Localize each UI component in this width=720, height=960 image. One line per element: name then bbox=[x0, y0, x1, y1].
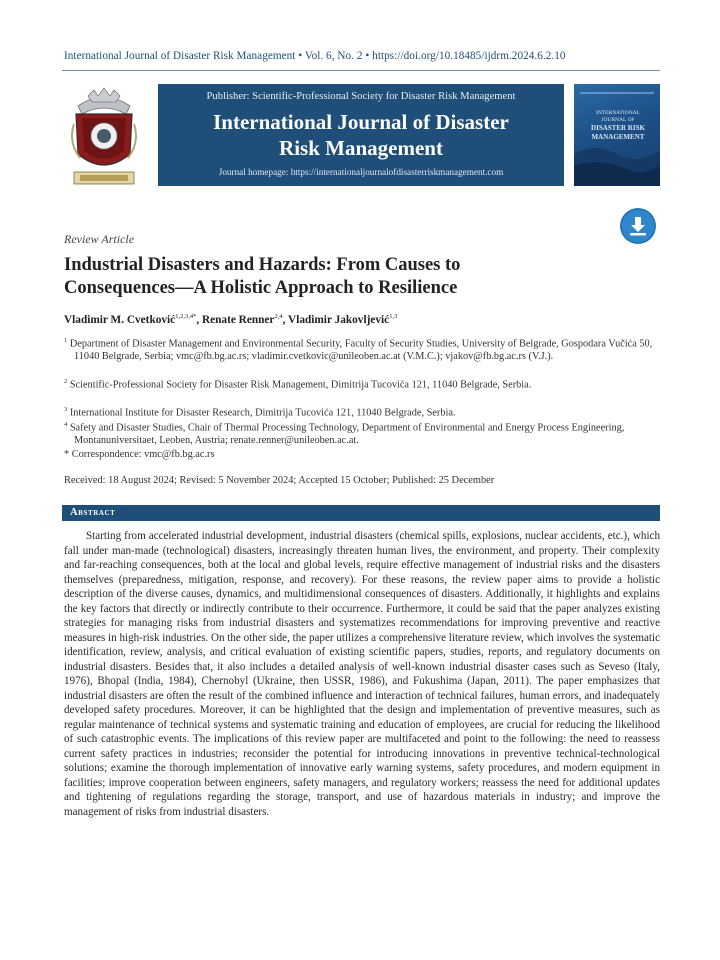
author-affiliation-marker: 1,3 bbox=[389, 313, 398, 320]
abstract-text: Starting from accelerated industrial development, industrial disasters (chemical spills, explosions, nuclear accidents, etc.), which fall under man-made (technological) disasters, increasingly threaten human lives, the environment, and property. Their complexity and far-reaching consequences, both at the local and global levels, require effective management of industrial risks and the disasters themselves (preparedness, mitigation, response, and recovery). For these reasons, the review paper aims to provide a holistic description of the diverse causes, dynamics, and multidimensional consequences of disasters. Additionally, it highlights and explains the key factors that directly or indirectly contribute to their occurrence. Furthermore, it could be said that the paper analyzes existing strategies for managing risks from industrial disasters and systematizes recommendations for improving preventive and reactive measures in high-risk industries. On the other side, the paper utilizes a comprehensive literature review, which involves the systematic identification, review, analysis, and critical evaluation of existing scientific papers, studies, reports, and regulatory documents on industrial disasters. Besides that, it also includes a detailed analysis of well-known industrial disaster cases such as Seveso (Italy, 1976), Bhopal (India, 1984), Chernobyl (Ukraine, then USSR, 1986), and Fukushima (Japan, 2011). The paper emphasizes that industrial disasters are often the result of the combined influence and interaction of technical failures, human errors, and inadequately developed safety procedures. Moreover, it can be highlighted that the design and implementation of preventive measures, such as regular maintenance of technical systems and systematic training and education of employees, are crucial for reducing the likelihood of such catastrophic events. The implications of this review paper are multifaceted and point to the following: the need to reassess current safety practices in industries; reconsider the potential for introducing innovations in preventive technical-technological solutions; examine the thorough implementation of innovative early warning systems, safety procedures, and modern equipment in facilities; improve cooperation between engineers, safety managers, and regulatory workers; reassess the need for additional updates and tightening of regulations regarding the storage, transport, and use of hazardous materials in industry; and improve the management of risks from industrial disasters. bbox=[64, 530, 661, 818]
journal-banner bbox=[158, 84, 564, 186]
correspondence-marker: * bbox=[64, 449, 70, 460]
journal-title-line-1: International Journal of Disaster bbox=[213, 110, 509, 134]
journal-title bbox=[158, 109, 564, 161]
journal-homepage[interactable]: Journal homepage: https://internationaljournalofdisasterriskmanagement.com bbox=[218, 167, 504, 177]
journal-cover-thumbnail bbox=[574, 84, 660, 186]
cover-title-line-1: INTERNATIONAL JOURNAL OF bbox=[596, 110, 640, 123]
journal-title-line-2: Risk Management bbox=[279, 136, 443, 160]
download-icon bbox=[620, 208, 656, 244]
affiliation-marker: 4 bbox=[64, 421, 68, 428]
cover-title bbox=[584, 110, 652, 142]
affiliation-marker: 2 bbox=[64, 378, 68, 385]
author-name: Renate Renner bbox=[201, 313, 275, 326]
paper-title-line-2: Consequences—A Holistic Approach to Resilience bbox=[64, 278, 458, 298]
cover-title-line-3: MANAGEMENT bbox=[591, 133, 645, 141]
article-type-label: Review Article bbox=[64, 232, 135, 246]
publication-dates: Received: 18 August 2024; Revised: 5 November 2024; Accepted 15 October; Published: 25 December bbox=[64, 475, 495, 486]
affiliation-item bbox=[64, 404, 670, 420]
affiliation-item bbox=[64, 419, 670, 447]
society-emblem-icon bbox=[64, 84, 144, 188]
author-list: Vladimir M. Cvetković$^{1,2,3,4*}$, Renate Renner$^{2,4}$, Vladimir Jakovljević$^{1,3}$ bbox=[64, 313, 398, 326]
correspondence-line bbox=[64, 449, 670, 461]
affiliation-item bbox=[64, 376, 670, 392]
affiliation-marker: 1 bbox=[64, 337, 68, 344]
journal-citation-line: International Journal of Disaster Risk Management • Vol. 6, No. 2 • https://doi.org/10.18485/ijdrm.2024.6.2.10 bbox=[64, 50, 566, 62]
cover-title-line-2: DISASTER RISK bbox=[591, 124, 645, 132]
affiliation-text: Safety and Disaster Studies, Chair of Thermal Processing Technology, Department of Environmental and Energy Process Engineering, Montanuniversitaet, Leoben, Austria; renate.renner@unileoben.ac.at. bbox=[69, 422, 625, 446]
affiliation-text: International Institute for Disaster Research, Dimitrija Tucovića 121, 11040 Belgrade, Serbia. bbox=[69, 407, 456, 419]
affiliation-item bbox=[64, 335, 670, 363]
affiliation-text: Scientific-Professional Society for Disaster Risk Management, Dimitrija Tucovića 121, 11040 Belgrade, Serbia. bbox=[69, 379, 532, 391]
paper-title bbox=[64, 254, 624, 300]
affiliation-marker: 3 bbox=[64, 406, 68, 413]
correspondence-text: Correspondence: vmc@fb.bg.ac.rs bbox=[71, 449, 215, 460]
header-divider bbox=[62, 70, 660, 71]
author-affiliation-marker: 2,4 bbox=[274, 313, 283, 320]
author-name: Vladimir M. Cvetković bbox=[64, 313, 176, 326]
author-affiliation-marker: 1,2,3,4* bbox=[175, 313, 197, 320]
paper-title-line-1: Industrial Disasters and Hazards: From Causes to bbox=[64, 255, 461, 275]
abstract-header-bar bbox=[62, 505, 660, 521]
affiliation-text: Department of Disaster Management and Environmental Security, Faculty of Security Studies, University of Belgrade, Gospodara Vučića 50, 11040 Belgrade, Serbia; vmc@fb.bg.ac.rs; vladimir.cvetkovic@unileoben.ac.at (V.M.C.); vjakov@fb.bg.ac.rs (V.J.). bbox=[69, 338, 653, 362]
abstract-heading: Abstract bbox=[70, 507, 116, 518]
publisher-line: Publisher: Scientific-Professional Society for Disaster Risk Management bbox=[206, 91, 516, 102]
author-name: Vladimir Jakovljević bbox=[288, 313, 390, 326]
download-button[interactable] bbox=[620, 208, 656, 244]
